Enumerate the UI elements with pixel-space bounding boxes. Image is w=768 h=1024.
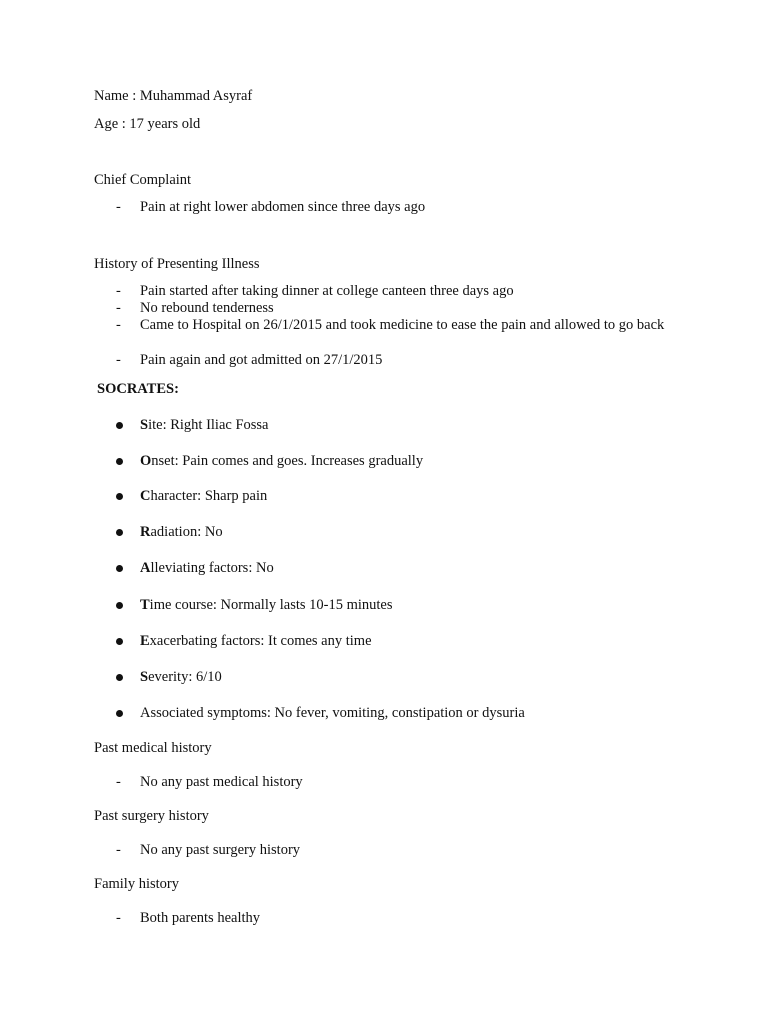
patient-age-line: Age : 17 years old [94, 116, 201, 132]
chief-complaint-heading: Chief Complaint [94, 172, 192, 188]
socrates-text: lleviating factors: No [150, 560, 274, 576]
past-medical-text: No any past medical history [140, 774, 303, 790]
past-surgery-text: No any past surgery history [140, 842, 301, 858]
dash-marker: - [116, 317, 121, 333]
past-medical-heading: Past medical history [94, 740, 212, 756]
socrates-initial: S [140, 669, 149, 685]
socrates-heading: SOCRATES: [97, 381, 179, 397]
hpi-heading: History of Presenting Illness [94, 256, 260, 272]
socrates-initial: E [140, 633, 150, 649]
socrates-text: ite: Right Iliac Fossa [148, 417, 269, 433]
past-surgery-heading: Past surgery history [94, 808, 209, 824]
hpi-item-text: Pain again and got admitted on 27/1/2015 [140, 352, 383, 368]
chief-complaint-text: Pain at right lower abdomen since three days ago [140, 199, 426, 215]
family-history-text: Both parents healthy [140, 910, 261, 926]
socrates-text: adiation: No [150, 524, 223, 540]
bullet-dot [116, 458, 123, 465]
dash-marker: - [116, 910, 121, 926]
socrates-initial: O [140, 453, 152, 469]
bullet-dot [116, 710, 123, 717]
hpi-item-text: Came to Hospital on 26/1/2015 and took medicine to ease the pain and allowed to go back [140, 317, 665, 333]
socrates-text: haracter: Sharp pain [150, 488, 268, 504]
socrates-text: Associated symptoms: No fever, vomiting, constipation or dysuria [140, 705, 525, 721]
socrates-initial: T [140, 597, 150, 613]
family-history-heading: Family history [94, 876, 179, 892]
socrates-initial: R [140, 524, 151, 540]
hpi-item-text: Pain started after taking dinner at college canteen three days ago [140, 283, 514, 299]
dash-marker: - [116, 300, 121, 316]
dash-marker: - [116, 283, 121, 299]
bullet-dot [116, 638, 123, 645]
socrates-initial: A [140, 560, 151, 576]
bullet-dot [116, 602, 123, 609]
dash-marker: - [116, 352, 121, 368]
socrates-text: nset: Pain comes and goes. Increases gradually [151, 453, 424, 469]
socrates-text: ime course: Normally lasts 10-15 minutes [149, 597, 393, 613]
dash-marker: - [116, 774, 121, 790]
socrates-text: xacerbating factors: It comes any time [149, 633, 372, 649]
hpi-item-text: No rebound tenderness [140, 300, 274, 316]
patient-name-line: Name : Muhammad Asyraf [94, 88, 253, 104]
bullet-dot [116, 674, 123, 681]
bullet-dot [116, 529, 123, 536]
dash-marker: - [116, 199, 121, 215]
socrates-initial: S [140, 417, 149, 433]
socrates-initial: C [140, 488, 151, 504]
dash-marker: - [116, 842, 121, 858]
bullet-dot [116, 493, 123, 500]
bullet-dot [116, 565, 123, 572]
socrates-text: everity: 6/10 [148, 669, 222, 685]
bullet-dot [116, 422, 123, 429]
